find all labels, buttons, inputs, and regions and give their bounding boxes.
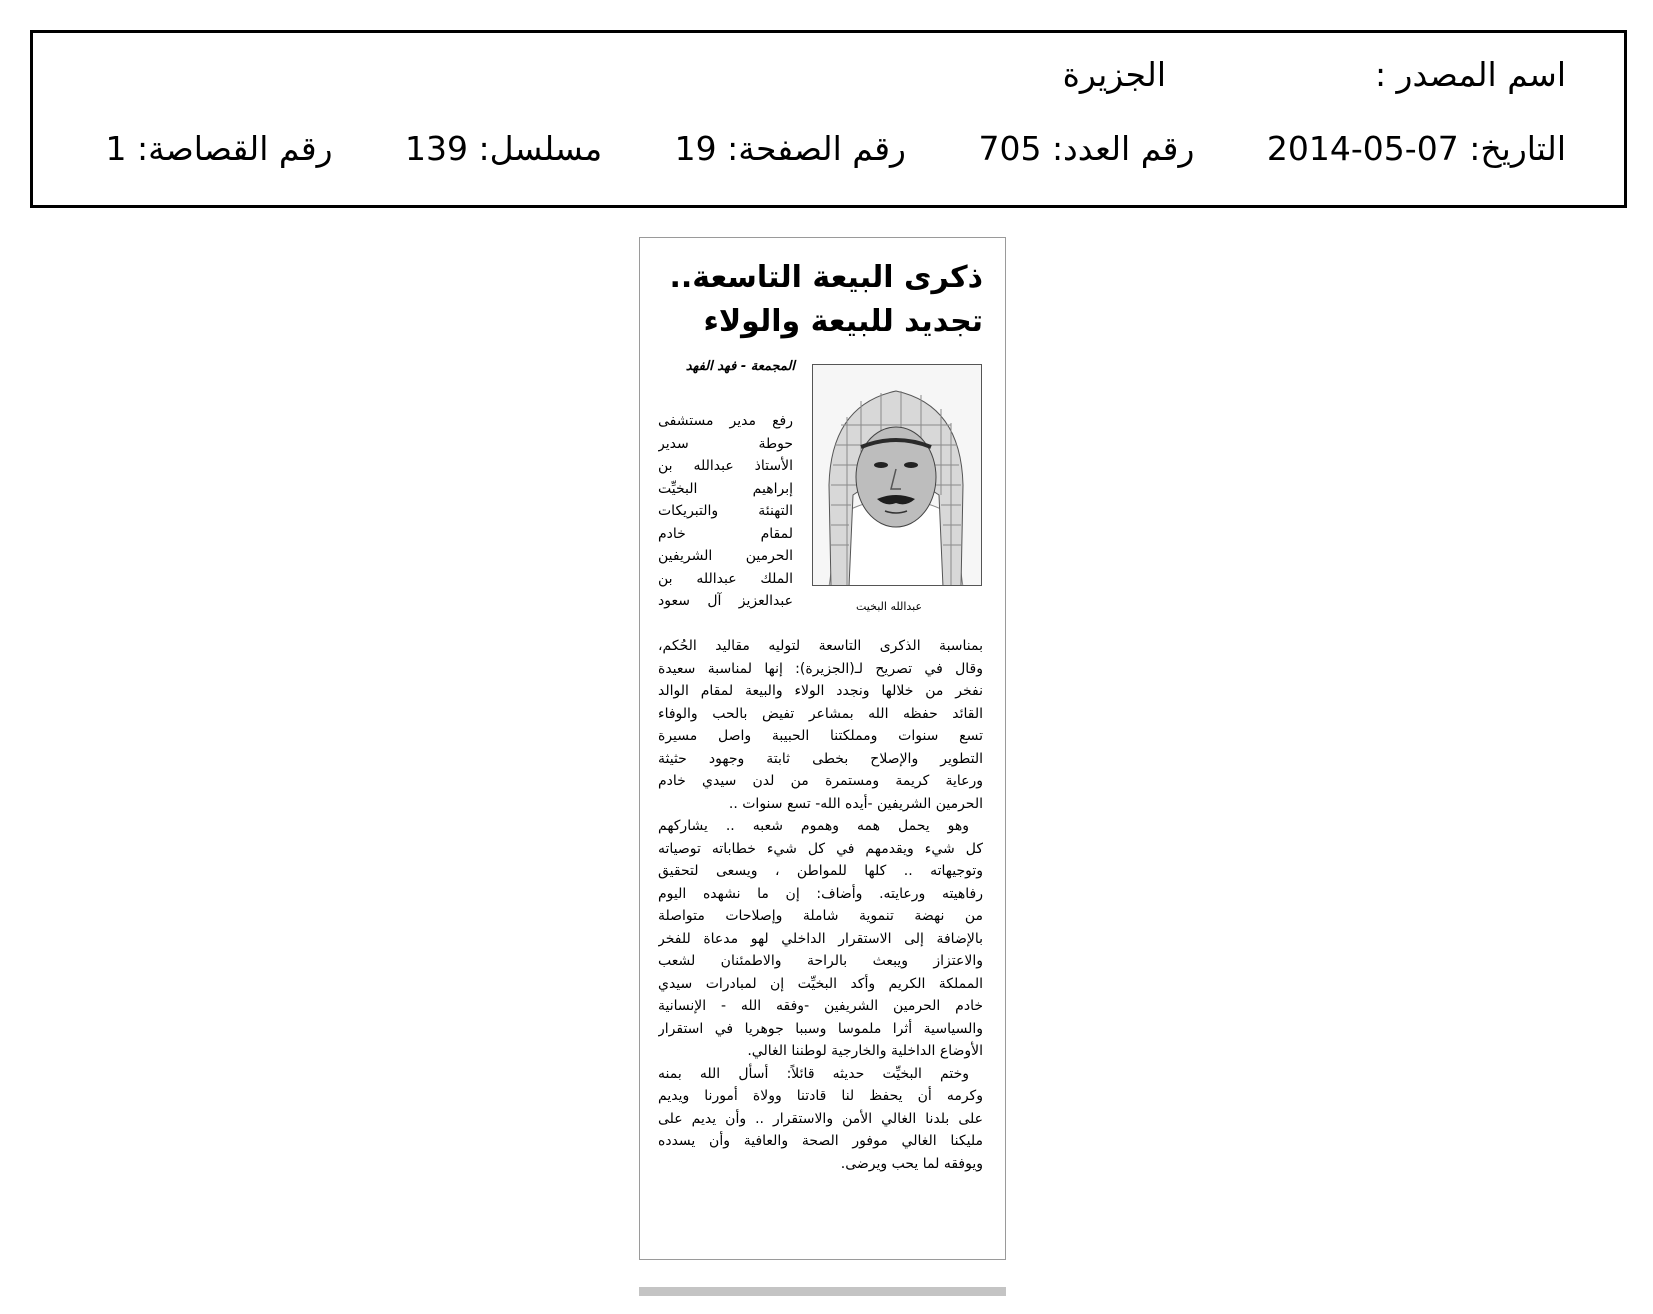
body-line: ويوفقه لما يحب ويرضى. <box>840 1155 983 1172</box>
portrait-illustration <box>812 365 981 586</box>
serial-field: مسلسل: 139 <box>405 129 603 168</box>
intro-line: عبدالعزيز آل سعود <box>658 593 793 609</box>
portrait-photo <box>812 364 982 586</box>
intro-line: الأستاذ عبدالله بن <box>658 458 793 474</box>
clip-field: رقم القصاصة: 1 <box>105 129 333 168</box>
body-line: ورعاية كريمة ومستمرة من لدن سيدي خادم <box>658 773 983 789</box>
article-byline: المجمعة - فهد الفهد <box>685 359 795 374</box>
photo-caption: عبدالله البخيت <box>856 600 923 613</box>
body-line: تسع سنوات ومملكتنا الحبيبة واصل مسيرة <box>658 728 983 744</box>
body-line: كل شيء ويقدمهم في كل شيء خطاباته توصياته <box>658 840 983 857</box>
body-line: والاعتزاز ويبعث بالراحة والاطمئنان لشعب <box>658 953 983 969</box>
body-line: نفخر من خلالها ونجدد الولاء والبيعة لمقام الوالد <box>658 683 983 699</box>
body-line: وتوجيهاته .. كلها للمواطن ، ويسعى لتحقيق <box>658 863 983 879</box>
body-line: القائد حفظه الله بمشاعر تفيض بالحب والوفاء <box>658 705 983 722</box>
headline-line-1: ذكرى البيعة التاسعة.. <box>669 260 983 295</box>
intro-line: الملك عبدالله بن <box>658 570 793 587</box>
body-line: وكرمه أن يحفظ لنا قادتنا وولاة أمورنا ويديم <box>658 1088 983 1104</box>
body-line: والسياسية أثرا ملموسا وسببا جوهريا في استقرار <box>658 1020 983 1037</box>
body-line: خادم الحرمين الشريفين -وفقه الله - الإنسانية <box>658 998 983 1014</box>
article-headline <box>653 256 983 344</box>
body-line: الأوضاع الداخلية والخارجية لوطننا الغالي. <box>747 1043 983 1059</box>
body-line: وختم البخيِّت حديثه قائلاً: أسأل الله بمنه <box>658 1065 969 1082</box>
page-divider-bar <box>639 1287 1006 1296</box>
intro-line: حوطة سدير <box>658 435 793 452</box>
intro-line: إبراهيم البخيِّت <box>658 480 793 497</box>
body-line: التطوير والإصلاح بخطى ثابتة وجهود حثيثة <box>658 750 983 767</box>
intro-line: الحرمين الشريفين <box>658 548 793 564</box>
issue-field: رقم العدد: 705 <box>978 129 1195 168</box>
details-row <box>73 129 1566 168</box>
source-metadata-box <box>30 30 1627 208</box>
body-line: الحرمين الشريفين -أيده الله- تسع سنوات .. <box>728 795 983 812</box>
date-field: التاريخ: 07-05-2014 <box>1266 129 1566 168</box>
source-value: الجزيرة <box>1062 55 1166 94</box>
article-intro-column <box>658 410 793 613</box>
page-field: رقم الصفحة: 19 <box>674 129 906 168</box>
body-line: بمناسبة الذكرى التاسعة لتوليه مقاليد الحُكم، <box>658 638 983 654</box>
body-line: المملكة الكريم وأكد البخيِّت إن لمبادرات سيدي <box>658 975 983 992</box>
body-line: من نهضة تنموية شاملة وإصلاحات متواصلة <box>658 908 983 924</box>
newspaper-clipping <box>639 237 1006 1260</box>
intro-line: رفع مدير مستشفى <box>658 413 793 429</box>
body-line: على بلدنا الغالي الأمن والاستقرار .. وأن يديم على <box>658 1110 983 1127</box>
body-line: وهو يحمل همه وهموم شعبه .. يشاركهم <box>658 818 969 834</box>
headline-line-2: تجديد للبيعة والولاء <box>703 304 983 339</box>
body-line: رفاهيته ورعايته. وأضاف: إن ما نشهده اليوم <box>658 885 983 902</box>
source-label: اسم المصدر : <box>1374 55 1566 94</box>
intro-line: لمقام خادم <box>658 525 793 542</box>
body-line: بالإضافة إلى الاستقرار الداخلي لهو مدعاة للفخر <box>658 930 983 947</box>
article-body <box>658 635 983 1175</box>
body-line: مليكنا الغالي موفور الصحة والعافية وأن يسدده <box>658 1133 983 1149</box>
body-line: وقال في تصريح لـ(الجزيرة): إنها لمناسبة سعيدة <box>658 660 983 677</box>
intro-line: التهنئة والتبريكات <box>658 503 793 519</box>
